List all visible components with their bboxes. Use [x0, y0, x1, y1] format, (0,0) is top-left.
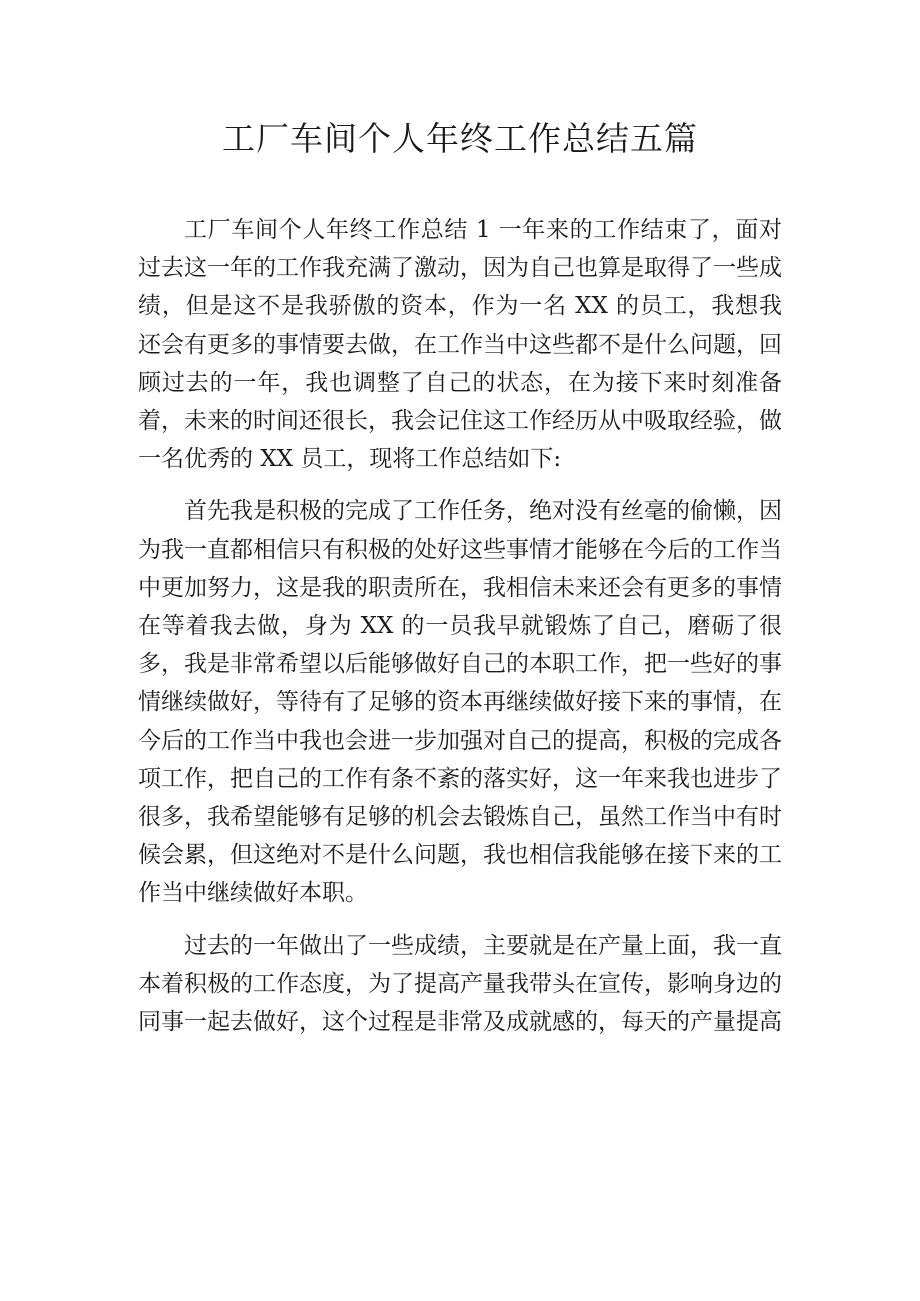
paragraph-2: 首先我是积极的完成了工作任务，绝对没有丝毫的偷懒，因为我一直都相信只有积极的处好这些事情才能够在今后的工作当中更加努力，这是我的职责所在，我相信未来还会有更多的事情在等着我去做，身为 XX 的一员我早就锻炼了自己，磨砺了很多，我是非常希望以后能够做好自己的本职工作，把一些好的事情继续做好，等待有了足够的资本再继续做好接下来的事情，在今后的工作当中我也会进一步加强对自己的提高，积极的完成各项工作，把自己的工作有条不紊的落实好，这一年来我也进步了很多，我希望能够有足够的机会去锻炼自己，虽然工作当中有时候会累，但这绝对不是什么问题，我也相信我能够在接下来的工作当中继续做好本职。 [138, 498, 782, 907]
document-title: 工厂车间个人年终工作总结五篇 [222, 119, 698, 158]
document-body [138, 211, 782, 1055]
paragraph-1: 工厂车间个人年终工作总结 1 一年来的工作结束了，面对过去这一年的工作我充满了激动，因为自己也算是取得了一些成绩，但是这不是我骄傲的资本，作为一名 XX 的员工，我想我还会有更多的事情要去做，在工作当中这些都不是什么问题，回顾过去的一年，我也调整了自己的状态，在为接下来时刻准备着，未来的时间还很长，我会记住这工作经历从中吸取经验，做一名优秀的 XX 员工，现将工作总结如下: [138, 217, 782, 473]
paragraph-3: 过去的一年做出了一些成绩，主要就是在产量上面，我一直本着积极的工作态度，为了提高产量我带头在宣传，影响身边的同事一起去做好，这个过程是非常及成就感的，每天的产量提高 [138, 932, 782, 1036]
